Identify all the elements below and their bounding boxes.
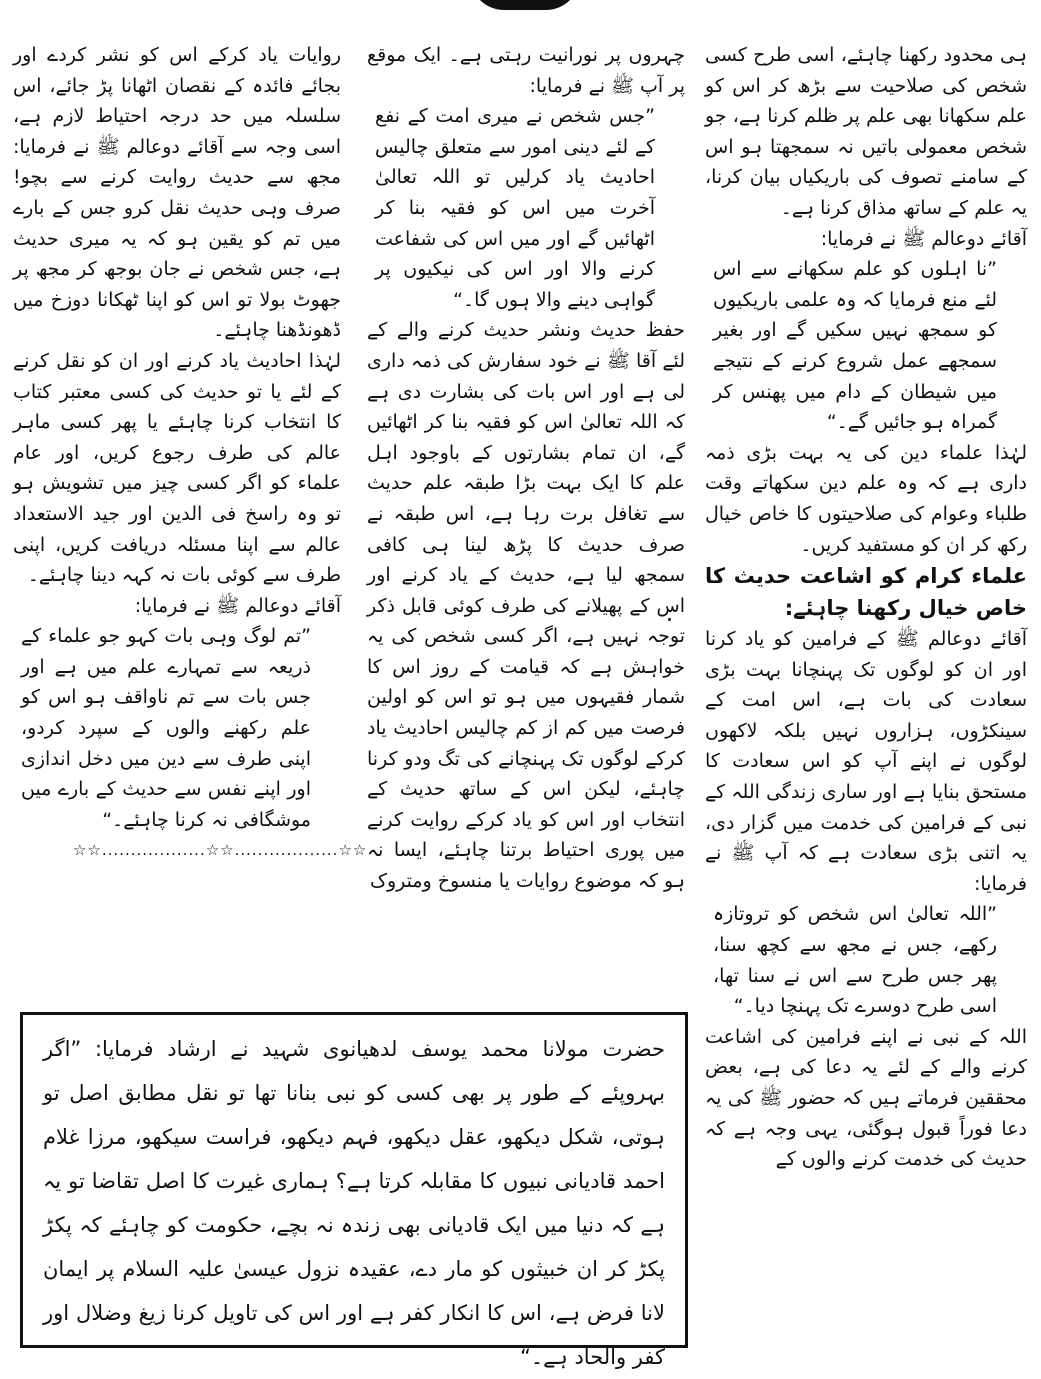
star-divider: ☆☆..................☆☆..................☆☆ <box>73 841 368 860</box>
section-heading: علماء کرام کو اشاعت حدیث کا خاص خیال رکھنا چاہئے: <box>705 564 1027 621</box>
left-column <box>13 40 368 980</box>
top-header-ornament <box>470 0 580 10</box>
left-quote: ”تم لوگ وہی بات کہو جو علماء کے ذریعہ سے تمہارے علم میں ہے اور جس بات سے تم ناواقف ہو اس کو علم رکھنے والوں کے سپرد کردو، اپنی طرف سے دین میں دخل اندازی اور اپنے نفس سے حدیث کے بارے میں موشگافی نہ کرنا چاہئے۔“ <box>21 625 311 831</box>
middle-paragraph-2: حفظ حدیث ونشر حدیث کرنے والے کے لئے آقا ﷺ نے خود سفارش کی ذمہ داری لی ہے اور اس بات کی بشارت دی ہے کہ اللہ تعالیٰ اس کو فقیہ بنا کر اٹھائیں گے، ان تمام بشارتوں کے باوجود اہل علم کا ایک بہت بڑا طبقہ علم حدیث سے تغافل برت رہا ہے، اس طبقہ نے صرف حدیث کا پڑھ لینا ہی کافی سمجھ لیا ہے، حدیث کے یاد کرنے اور اس کے پھیلانے کی طرف کوئی قابل ذکر توجہ نہیں ہے، اگر کسی شخص کی یہ خواہش ہے کہ قیامت کے روز اس کا شمار فقیہوں میں ہو تو اس کو اولین فرصت میں کم از کم چالیس احادیث یاد کرکے لوگوں تک پہنچانے کی تگ ودو کرنا چاہئے، لیکن اس کے ساتھ حدیث کے انتخاب اور اس کو یاد کرکے روایت کرنے میں پوری احتیاط برتنا چاہئے، ایسا نہ ہو کہ موضوع روایات یا منسوخ ومتروک <box>367 319 685 893</box>
right-quote-1: ”نا اہلوں کو علم سکھانے سے اس لئے منع فرمایا کہ وہ علمی باریکیوں کو سمجھ نہیں سکیں گے اور بغیر سمجھے عمل شروع کرنے کے نتیجے میں شیطان کے دام میں پھنس کر گمراہ ہو جائیں گے۔“ <box>713 258 997 434</box>
right-paragraph-3: لہٰذا علماء دین کی یہ بہت بڑی ذمہ داری ہے کہ وہ علم دین سکھاتے وقت طلباء وعوام کی صلاحیتوں کا خاص خیال رکھ کر ان کو مستفید کریں۔ <box>705 441 1027 556</box>
right-paragraph-5: اللہ کے نبی نے اپنے فرامین کی اشاعت کرنے والے کے لئے یہ دعا کی ہے، بعض محققین فرماتے ہیں کہ حضور ﷺ کی یہ دعا فوراً قبول ہوگئی، یہی وجہ ہے کہ حدیث کی خدمت کرنے والوں کے <box>705 1025 1027 1171</box>
right-paragraph-1: ہی محدود رکھنا چاہئے، اسی طرح کسی شخص کی صلاحیت سے بڑھ کر اس کو علم سکھانا بھی علم پر ظلم کرنا ہے، جو شخص معمولی باتیں نہ سمجھتا ہو اس کے سامنے تصوف کی باریکیاں بیان کرنا، یہ علم کے ساتھ مذاق کرنا ہے۔ <box>705 44 1027 219</box>
right-paragraph-2: آقائے دوعالم ﷺ نے فرمایا: <box>820 227 1027 250</box>
left-paragraph-2: لہٰذا احادیث یاد کرنے اور ان کو نقل کرنے کے لئے یا تو حدیث کی کسی معتبر کتاب کا انتخاب کرنا چاہئے یا پھر کسی ماہر عالم کی طرف رجوع کریں، اور عام علماء کو اگر کسی چیز میں تشویش ہو تو وہ راسخ فی الدین اور جید الاستعداد عالم سے اپنا مسئلہ دریافت کریں، اپنی طرف سے کوئی بات نہ کہہ دینا چاہئے۔ <box>13 349 341 587</box>
left-paragraph-1: روایات یاد کرکے اس کو نشر کردے اور بجائے فائدہ کے نقصان اٹھانا پڑ جائے، اس سلسلہ میں حد درجہ احتیاط لازم ہے، اسی وجہ سے آقائے دوعالم ﷺ نے فرمایا: مجھ سے حدیث روایت کرنے سے بچو! صرف وہی حدیث نقل کرو جس کے بارے میں تم کو یقین ہو کہ یہ میری حدیث ہے، جس شخص نے جان بوجھ کر مجھ پر جھوٹ بولا تو اس کو اپنا ٹھکانا دوزخ میں ڈھونڈھنا چاہئے۔ <box>13 44 341 342</box>
right-column <box>705 40 1027 1358</box>
left-paragraph-3: آقائے دوعالم ﷺ نے فرمایا: <box>134 594 341 617</box>
middle-quote: ”جس شخص نے میری امت کے نفع کے لئے دینی امور سے متعلق چالیس احادیث یاد کرلیں تو اللہ تعالیٰ آخرت میں اس کو فقیہ بنا کر اٹھائیں گے اور میں اس کی شفاعت کرنے والا اور اس کی نیکیوں پر گواہی دینے والا ہوں گا۔“ <box>375 105 655 311</box>
middle-column <box>367 40 685 980</box>
right-quote-2: ”اللہ تعالیٰ اس شخص کو تروتازہ رکھے، جس نے مجھ سے کچھ سنا، پھر جس طرح سے اس نے سنا تھا، اسی طرح دوسرے تک پہنچا دیا۔“ <box>713 903 997 1018</box>
quote-box-text: حضرت مولانا محمد یوسف لدھیانوی شہید نے ارشاد فرمایا: ”اگر بہروپئے کے طور پر بھی کسی کو نبی بنانا تھا تو نقل مطابق اصل تو ہوتی، شکل دیکھو، عقل دیکھو، فہم دیکھو، فراست سیکھو، مرزا غلام احمد قادیانی نبیوں کا مقابلہ کرتا ہے؟ ہماری غیرت کا اصل تقاضا تو یہ ہے کہ دنیا میں ایک قادیانی بھی زندہ نہ بچے، حکومت کو چاہئے کہ پکڑ پکڑ کر ان خبیثوں کو مار دے، عقیدہ نزول عیسیٰ علیہ السلام پر ایمان لانا فرض ہے، اس کا انکار کفر ہے اور اس کی تاویل کرنا زیغ وضلال اور کفر والحاد ہے۔“ <box>43 1037 665 1369</box>
highlight-quote-box <box>20 1012 688 1369</box>
middle-paragraph-1: چہروں پر نورانیت رہتی ہے۔ ایک موقع پر آپ ﷺ نے فرمایا: <box>367 44 685 97</box>
right-paragraph-4: آقائے دوعالم ﷺ کے فرامین کو یاد کرنا اور ان کو لوگوں تک پہنچانا بہت بڑی سعادت کی بات ہے، اس امت کے سینکڑوں، ہزاروں نہیں بلکہ لاکھوں لوگوں نے اپنے آپ کو اس سعادت کا مستحق بنایا ہے اور ساری زندگی اللہ کے نبی کے فرامین کی خدمت میں گزار دی، یہ اتنی بڑی سعادت ہے کہ آپ ﷺ نے فرمایا: <box>705 628 1027 895</box>
